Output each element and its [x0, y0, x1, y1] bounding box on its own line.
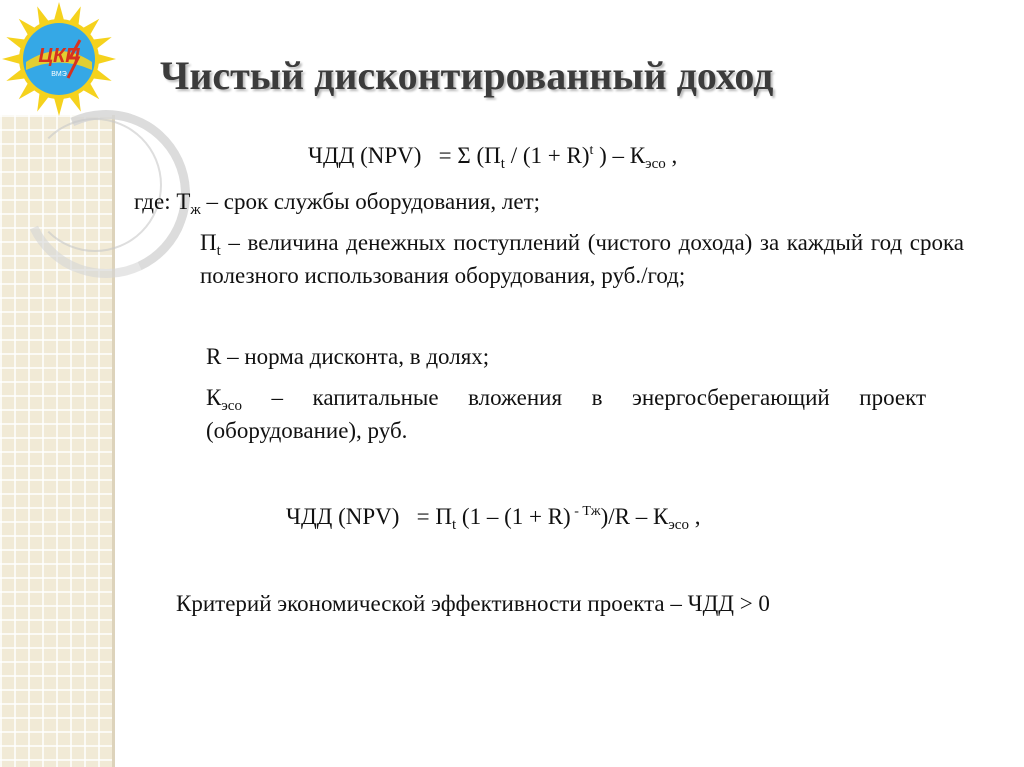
def-k-sym: К — [206, 385, 222, 410]
logo-small-text: ВМЭ — [51, 71, 67, 78]
formula2-sub-eso: эсо — [668, 517, 689, 533]
formula1-lhs: ЧДД (NPV) — [308, 143, 422, 168]
formula1-end: , — [665, 143, 678, 168]
sun-ray — [54, 2, 65, 21]
formula2-lhs: ЧДД (NPV) — [286, 504, 400, 529]
def-pt-text: – величина денежных поступлений (чистого дохода) за каждый год срока полезного использования оборудования, руб./год; — [200, 230, 964, 289]
formula2-sup: - Тж — [570, 504, 601, 519]
def-tzh-prefix: где: Т — [134, 189, 191, 214]
def-pt-sub: t — [216, 243, 221, 259]
def-pt-sym: П — [200, 230, 217, 255]
efficiency-criterion: Критерий экономической эффективности проекта – ЧДД > 0 — [176, 591, 770, 616]
def-tzh-sub: ж — [190, 202, 201, 218]
slide-title: Чистый дисконтированный доход — [160, 53, 774, 98]
sun-ray — [54, 97, 65, 116]
formula1-eq: = Σ (П — [438, 143, 501, 168]
sun-ray — [2, 54, 21, 65]
formula1-mid: / (1 + R) — [504, 143, 590, 168]
def-k-sub: эсо — [221, 398, 242, 414]
definition-discount-rate: R – норма дисконта, в долях; — [206, 344, 490, 369]
formula2-end: , — [688, 504, 701, 529]
formula1-sub-eso: эсо — [645, 156, 666, 172]
formula1-tail: ) – К — [593, 143, 646, 168]
sun-ray — [97, 54, 116, 65]
formula1-sup-t: t — [589, 143, 594, 158]
formula2-mid: (1 – (1 + R) — [456, 504, 571, 529]
definition-capital-investment — [206, 381, 926, 448]
formula2-sub-t: t — [452, 517, 457, 533]
formula1-sub-t: t — [500, 156, 505, 172]
sun-logo-icon — [0, 0, 118, 118]
definition-cash-inflow — [200, 226, 964, 293]
decorative-arc-inner — [28, 118, 162, 252]
formula2-tail: )/R – К — [600, 504, 669, 529]
definition-service-life — [134, 188, 540, 216]
formula2-eq: = П — [416, 504, 452, 529]
formula-npv-sum — [308, 142, 677, 170]
logo-text: ЦКП — [38, 45, 80, 67]
def-k-text: – капитальные вложения в энергосберегающий проект (оборудование), руб. — [206, 385, 926, 444]
formula-npv-annuity — [286, 503, 700, 531]
def-tzh-text: – срок службы оборудования, лет; — [200, 189, 541, 214]
